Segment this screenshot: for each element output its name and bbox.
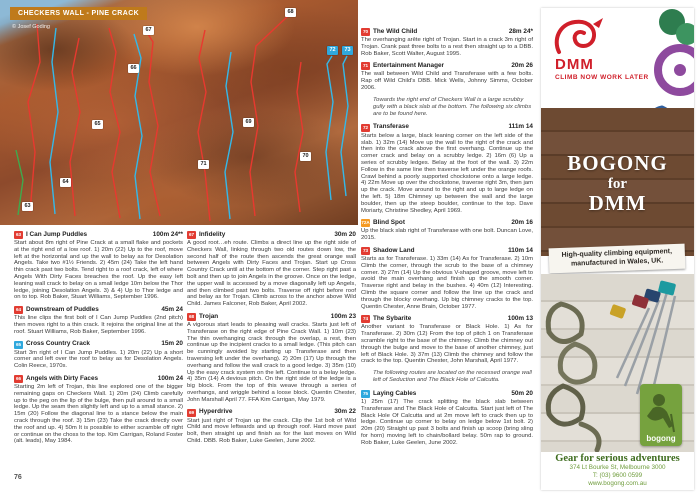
route-entry	[14, 375, 183, 445]
dmm-ad-top	[541, 8, 694, 108]
route-entry	[361, 390, 533, 447]
topo-marker: 68	[285, 8, 296, 17]
route-length-grade: 30m 20	[334, 230, 356, 238]
route-entry	[361, 124, 533, 215]
route-length-grade: 20m 16	[511, 218, 533, 226]
area-note: Towards the right end of Checkers Wall is a large scrubby gully with a black slab at the bottom. The following six climbs are to be found here.	[373, 96, 532, 117]
route-length-grade: 15m 20	[161, 340, 183, 348]
page-number: 76	[14, 474, 22, 481]
route-length-grade: 100m 13	[507, 314, 533, 322]
route-length-grade: 100m 23	[330, 312, 356, 320]
route-number-badge: 68	[188, 313, 195, 319]
route-number-badge: 69	[188, 409, 195, 415]
route-number-badge: 64	[15, 307, 22, 313]
route-description: Starts as for Transferase. 1) 33m (14) As for Transferase. 2) 10m Climb the corner, through the scrub to the base of a chimney corner. 3) 27m (14) Up the obvious V-shaped groove, move left to avoid the main overhang and finish up the smooth corner. Traverse right and belay in the bushes. 4) 40m (12) Interesting. Climb the square corner and follow the line up the crack and through the blocky overhang. Up big chimney cracks to the top. Quentin Chester, Anne Brain, October 1977.	[361, 255, 533, 310]
route-description: A vigorous start leads to pleasing wall cracks. Starts just left of Transferase on the right edge of Pine Crack Wall. 1) 10m (23) The thin overhanging crack through the overlap, a rest, then continue up the incipient cracks to a small ledge. (This pitch can be cunningly avoided by starting up Transferase and then traversing left under the overhang). 2) 20m (17) Up through the overhang and follow the wall crack to a good ledge. 3) 35m (10) Up the easy crack system on the left. Continue to a belay ledge. 4) 35m (14) A devious pitch. On the right side of the ledge is a big block. From the top of this weave through a series of overhangs, and wriggle behind a loose block. Quentin Chester, John Marshall April 77. FFA Kim Carrigan, May 1979.	[187, 321, 356, 403]
route-number-badge: 65	[15, 341, 22, 347]
route-description: Start just right of Trojan up the crack. Clip the 1st bolt of Wild Child and move leftwards and up through roof. Hard move past bolt, then straight up and finish as for the last moves on Wild Child. DBB. Rob Baker, Luke Geelen, June 2002.	[187, 417, 356, 444]
ad-phone: T: (03) 9600 0599	[592, 472, 643, 479]
route-length-grade: 28m 24*	[508, 27, 533, 35]
route-length-grade: 100m 24	[157, 374, 183, 382]
topo-marker: 69	[243, 118, 254, 127]
route-length-grade: 110m 14	[508, 246, 533, 254]
cliff-topo-photo	[0, 0, 358, 225]
route-description: This line clips the first bolt of I Can Jump Puddles (2nd pitch) then moves right to a thin crack. It rejoins the original line at the roof. Stuart Williams, Rob Baker, September 1996.	[14, 315, 183, 335]
route-column-middle	[187, 231, 356, 450]
route-name: Blind Spot	[373, 218, 405, 226]
route-entry	[187, 313, 356, 404]
route-name: The Wild Child	[373, 27, 418, 35]
ad-wood-panel	[541, 108, 694, 256]
route-number-badge: 71	[362, 63, 369, 69]
route-name: Cross Country Crack	[26, 340, 90, 348]
route-description: Up the black slab right of Transferase with one bolt. Duncan Love, 2015.	[361, 228, 533, 242]
route-entry	[14, 306, 183, 335]
route-number-badge: 73	[362, 247, 369, 253]
bogong-logo-word: bogong	[646, 434, 676, 443]
ad-website[interactable]: www.bogong.com.au	[588, 480, 647, 487]
route-description: A good root…eh route. Climbs a direct line up the right side of Checkers Wall, linking through two old routes down low, the second half of the route then ascends the great orange wall between Angels with Dirty Faces and Trojan. Start up Cross Country Crack until at the bottom of the corner. Step right past a bolt and then up to join Angels in the groove. Once on the ledge, the upper wall is accessed by a move diagonally left up Angels, and then climbed past two bolts. Traverse off right before roof and belay as for Trojan. Climb across to the anchor above Wild Child. James Falconer, Rob Baker, April 2002.	[187, 240, 356, 308]
route-name: Laying Cables	[373, 389, 417, 397]
route-lines-overlay	[0, 0, 358, 225]
ad-headline	[541, 152, 694, 216]
route-length-grade: 100m 24**	[152, 230, 183, 238]
topo-marker: 63	[22, 202, 33, 211]
dmm-tagline: CLIMB NOW WORK LATER	[555, 74, 649, 81]
route-name: Hyperdrive	[199, 408, 233, 416]
route-entry	[361, 315, 533, 365]
route-entry	[187, 409, 356, 445]
route-name: Downstream of Puddles	[26, 305, 99, 313]
route-name: The Sybarite	[373, 314, 412, 322]
dmm-brand-text: DMM	[555, 56, 594, 73]
route-length-grade: 45m 24	[161, 305, 183, 313]
topo-marker: 72	[327, 46, 338, 55]
ad-footer	[541, 452, 694, 490]
photo-credit: © Josef Goding	[12, 24, 50, 30]
route-description: Start 3m right of I Can Jump Puddles. 1) 20m (22) Up a short corner and left over the roof to belay as for Desolation Angels. Colin Reece, 1970s.	[14, 349, 183, 370]
route-entry	[14, 341, 183, 370]
bogong-logo	[640, 384, 682, 446]
route-description: The overhanging arête right of Trojan. Start in a crack 3m right of Trojan. Crank past three bolts to a rest then straight up to a DBB. Rob Baker, Scott Walter, August 1995.	[361, 37, 533, 57]
area-note: The following routes are located on the recessed orange wall left of Seduction and The Black Hole of Calcutta.	[373, 370, 532, 384]
route-name: Angels with Dirty Faces	[26, 374, 99, 382]
route-name: Trojan	[199, 312, 219, 320]
topo-marker: 70	[300, 152, 311, 161]
route-description: Start about 8m right of Pine Crack at a small flake and pockets at the right end of a low roof. 1) 20m (22) Up to the roof, move left at the horizontal and up the wall to belay as for Desolation Angels. Take two #1½ Friends. 2) 45m (24) Take the left hand thin crack past two bolts. Tend right to a roof crack, left of where Angels With Dirty Faces breaches the roof. Up the easy left leaning wall crack to belay on a small ledge 10m below the Thor ledge, joining Desolation Angels. 3) & 4) Up to Thor ledge and on to top. Rob Baker, Stuart Williams, September 1996.	[14, 240, 183, 301]
route-entry	[187, 231, 356, 308]
route-entry	[361, 219, 533, 242]
route-description: The wall between Wild Child and Transferase with a few bolts. Rap off Wild Child's DBB. Mick Wells, Johnny Simms, October 2006.	[361, 71, 533, 91]
route-name: Shadow Land	[373, 246, 415, 254]
route-entry	[361, 62, 533, 91]
route-length-grade: 111m 14	[508, 123, 533, 131]
ad-headline-bogong: BOGONG	[567, 151, 668, 175]
route-description: Another variant to Transferase or Black Hole. 1) As for Transferase. 2) 30m (12) From the top of pitch 1 on Transferase scramble right to the base of the chimney. Climb the chimney out through the bulge and move to the base of another chimney, just left of Black Hole. 3) 37m (13) Climb the chimney and follow the crack to the top. Quentin Chester, John Marshall, April 1977.	[361, 324, 533, 365]
topo-marker: 66	[128, 64, 139, 73]
ad-gear-photo-panel	[541, 274, 694, 452]
topo-marker: 67	[143, 26, 154, 35]
route-name: Entertainment Manager	[373, 61, 445, 69]
ad-slogan: Gear for serious adventures	[555, 453, 680, 464]
dmm-dragon-icon	[551, 14, 611, 58]
route-name: I Can Jump Puddles	[26, 230, 88, 238]
ad-address: 374 Lt Bourke St, Melbourne 3000	[569, 464, 666, 471]
route-number-badge: 72	[362, 124, 369, 130]
dmm-bogong-advertisement[interactable]	[541, 8, 694, 490]
topo-marker: 73	[342, 46, 353, 55]
route-number-badge: 67	[188, 232, 195, 237]
route-number-badge: 75	[362, 391, 369, 397]
route-number-badge: 63	[15, 232, 22, 237]
route-name: Infidelity	[199, 230, 226, 238]
route-column-right	[361, 28, 533, 452]
topo-marker: 64	[60, 178, 71, 187]
route-number-badge: 72A	[361, 220, 370, 226]
route-entry	[14, 231, 183, 301]
route-description: Starting 2m left of Trojan, this line explored one of the bigger remaining gaps on Checkers Wall. 1) 20m (24) Climb carefully up to the peg on the lip of the bulge, then pull around to a small ledge. Up the seam then slightly left and up to a small stance. 2) 15m (20) Follow the diagonal line to a stance below the main crack through the roof. 3) 15m (23) Take the crack directly over the roof and up. 4) 50m It is possible to either scramble off right or continue on the choss to the top. Kim Carrigan, Roland Foster (alt. leads), May 1984.	[14, 383, 183, 445]
ad-headline-dmm: DMM	[588, 191, 647, 216]
route-description: 1) 25m (17) The crack splitting the black slab between Transferase and The Black Hole of Calcutta. Start just left of The Black Hole Of Calcutta and at 2m move left to crack then up to ledge. Continue up corner to belay on ledge below 1st bolt. 2) 20m (20) Straight up past 3 bolts and finish up scoop (bring sling for horn) moving left to chain/bollard belay. 50m rap to ground. Rob Baker, Luke Geelen, June 2002.	[361, 399, 533, 446]
route-name: Transferase	[373, 123, 409, 131]
topo-title: CHECKERS WALL - PINE CRACK	[10, 7, 147, 20]
route-length-grade: 20m 26	[511, 61, 533, 69]
route-description: Starts below a large, black leaning corner on the left side of the slab. 1) 32m (14) Move up the wall to the right of the crack and then into the crack above the first overhang. Continue up the corner crack and belay on a scrubby ledge. 2) 16m (6) Up a series of scrubby ledges. Belay at the foot of the wall. 3) 22m Follow in the same line then traverse left under the orange roofs. Crawl behind a poorly supported chockstone onto a large ledge. 4) 22m Move up over the chockstone, traverse right 3m, then jam up the crack. Move around to the right and up to large ledge on the left. 5) 18m Chimney up between the wall and the large boulder, then up the steep boulder, continue to the top. Dave Moriarty, Christine Shedley, April 1969.	[361, 132, 533, 214]
ad-quality-tagcard: High-quality climbing equipment, manufactured in Wales, UK.	[549, 244, 686, 274]
route-number-badge: 70	[362, 29, 369, 34]
route-entry	[361, 247, 533, 310]
route-length-grade: 30m 22	[334, 408, 356, 416]
topo-marker: 65	[92, 120, 103, 129]
route-number-badge: 66	[15, 375, 22, 381]
topo-marker: 71	[198, 160, 209, 169]
route-number-badge: 74	[362, 316, 369, 322]
route-column-left	[14, 231, 183, 450]
ad-headline-for: for	[607, 175, 628, 192]
route-length-grade: 50m 20	[511, 389, 533, 397]
route-entry	[361, 28, 533, 57]
